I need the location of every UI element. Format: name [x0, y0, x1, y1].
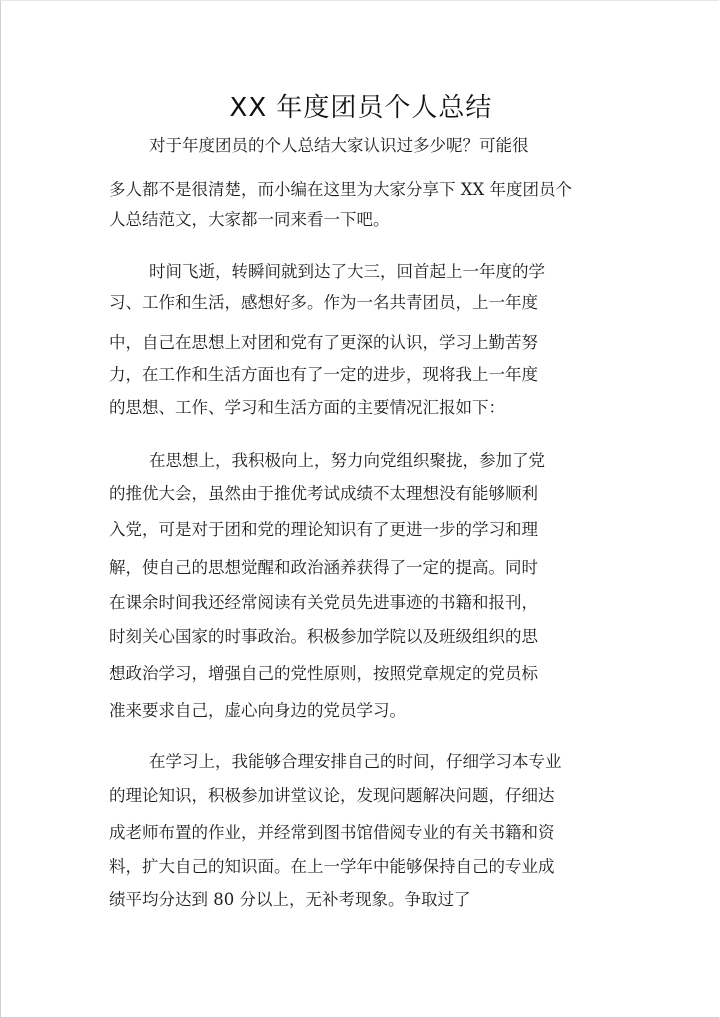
- text-line: 人总结范文，大家都一同来看一下吧。: [109, 210, 390, 229]
- text-line: 想政治学习，增强自己的党性原则，按照党章规定的党员标: [109, 664, 538, 683]
- text-line: 对于年度团员的个人总结大家认识过多少呢？可能很: [149, 136, 529, 155]
- text-line: 中，自己在思想上对团和党有了更深的认识，学习上勤苦努: [109, 333, 538, 352]
- text-line: 绩平均分达到 80 分以上，无补考现象。争取过了: [109, 890, 471, 909]
- text-line: 在思想上，我积极向上，努力向党组织聚拢，参加了党: [149, 451, 545, 470]
- text-line: 入党，可是对于团和党的理论知识有了更进一步的学习和理: [109, 520, 538, 539]
- text-line: 多人都不是很清楚，而小编在这里为大家分享下 XX 年度团员个: [109, 180, 572, 199]
- text-line: 在课余时间我还经常阅读有关党员先进事迹的书籍和报刊，: [109, 593, 538, 612]
- text-line: 的推优大会，虽然由于推优考试成绩不太理想没有能够顺利: [109, 484, 538, 503]
- text-line: 成老师布置的作业，并经常到图书馆借阅专业的有关书籍和资: [109, 823, 555, 842]
- text-line: 的思想、工作、学习和生活方面的主要情况汇报如下：: [109, 398, 505, 417]
- text-line: 时刻关心国家的时事政治。积极参加学院以及班级组织的思: [109, 627, 538, 646]
- text-line: 料，扩大自己的知识面。在上一学年中能够保持自己的专业成: [109, 857, 555, 876]
- text-line: 力，在工作和生活方面也有了一定的进步，现将我上一年度: [109, 365, 538, 384]
- text-line: 的理论知识，积极参加讲堂议论，发现问题解决问题，仔细达: [109, 786, 555, 805]
- text-line: 准来要求自己，虚心向身边的党员学习。: [109, 701, 406, 720]
- text-line: 解，使自己的思想觉醒和政治涵养获得了一定的提高。同时: [109, 558, 538, 577]
- text-line: 在学习上，我能够合理安排自己的时间，仔细学习本专业: [149, 752, 562, 771]
- document-title: XX 年度团员个人总结: [229, 93, 493, 123]
- text-line: 时间飞逝，转瞬间就到达了大三，回首起上一年度的学: [149, 262, 545, 281]
- text-line: 习、工作和生活，感想好多。作为一名共青团员，上一年度: [109, 293, 538, 312]
